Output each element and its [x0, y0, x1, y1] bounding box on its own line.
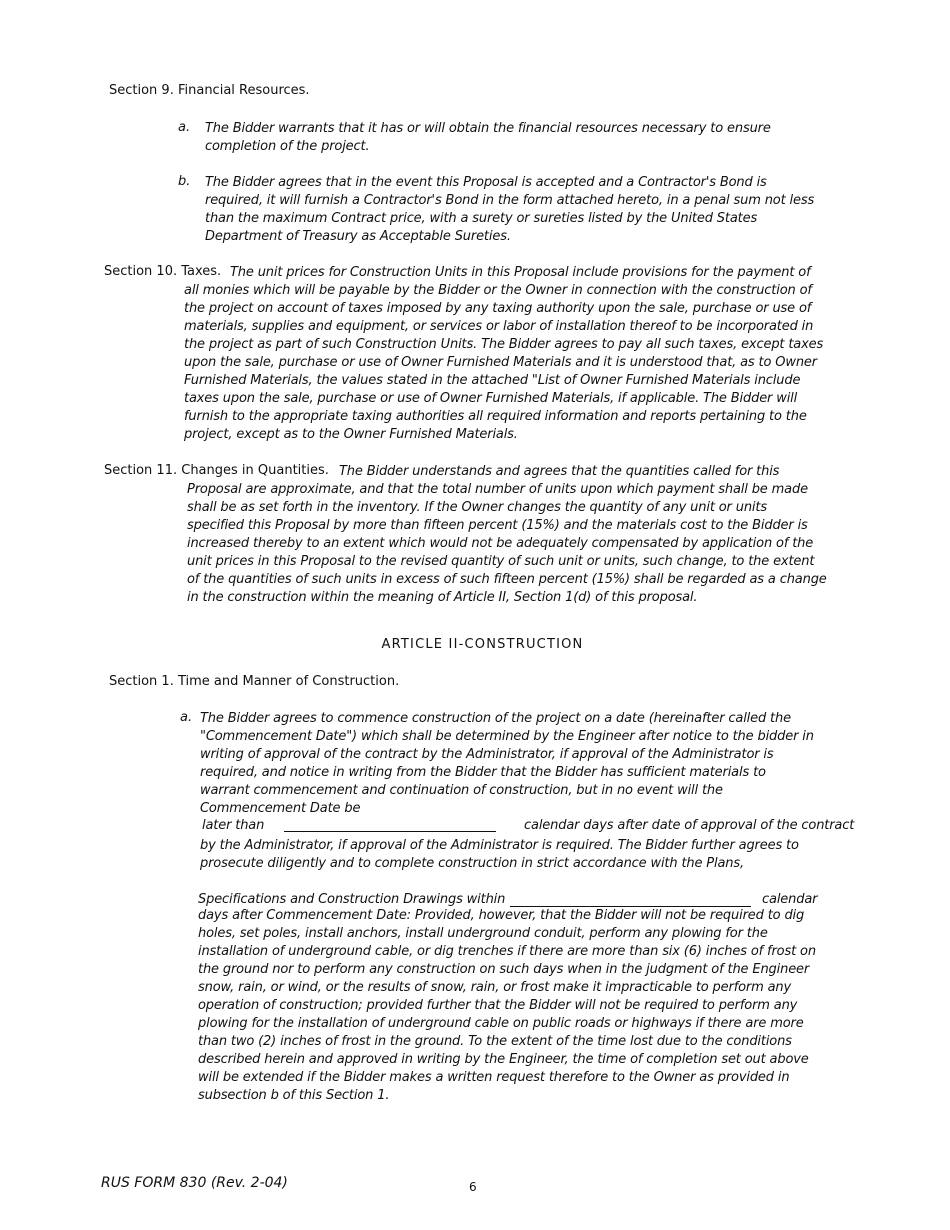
specs-within-label: Specifications and Construction Drawings within — [198, 892, 506, 907]
item-label: a. — [180, 710, 193, 725]
section-10-text: The unit prices for Construction Units in this Proposal include provisions for the payment of all monies which will be payable by the Bidder or the Owner in connection with the construction of the project on account of taxes imposed by any taxing authority upon the sale, purchase or use of materials, supplies and equipment, or services or labor of installation thereof to be incorporated in the project as part of such Construction Units. The Bidder agrees to pay all such taxes, except taxes upon the sale, purchase or use of Owner Furnished Materials and it is understood that, as to Owner Furnished Materials, the values stated in the attached "List of Owner Furnished Materials include taxes upon the sale, purchase or use of Owner Furnished Materials, if applicable. The Bidder will furnish to the appropriate taxing authorities all required information and reports pertaining to the project, except as to the Owner Furnished Materials. — [184, 265, 824, 442]
section-11-heading: Section 11. Changes in Quantities. — [104, 463, 329, 478]
section-1-para-2: by the Administrator, if approval of the Administrator is required. The Bidder further agrees to prosecute diligently and to complete construction in strict accordance with the Plans, — [200, 838, 799, 871]
item-label: b. — [178, 174, 191, 189]
item-label: a. — [178, 120, 191, 135]
section-1-para-1: The Bidder agrees to commence construction of the project on a date (hereinafter called the "Commencement Date") which shall be determined by the Engineer after notice to the bidder in writing of approval of the contract by the Administrator, if approval of the Administrator is required, and notice in writing from the Bidder that the Bidder has sufficient materials to warrant commencement and continuation of construction, but in no event will the Commencement Date be — [200, 711, 814, 816]
form-identifier: RUS FORM 830 (Rev. 2-04) — [101, 1175, 288, 1191]
section-10-heading: Section 10. Taxes. — [104, 264, 222, 279]
section-11-text: The Bidder understands and agrees that the quantities called for this Proposal are approximate, and that the total number of units upon which payment shall be made shall be as set forth in the inventory. If the Owner changes the quantity of any unit or units specified this Proposal by more than fifteen percent (15%) and the materials cost to the Bidder is increased thereby to an extent which would not be adequately compensated by application of the unit prices in this Proposal to the revised quantity of such unit or units, such change, to the extent of the quantities of such units in excess of such fifteen percent (15%) shall be regarded as a change in the construction within the meaning of Article II, Section 1(d) of this proposal. — [187, 464, 827, 605]
after-blank-2-text: calendar — [762, 892, 818, 907]
article-2-heading: ARTICLE II-CONSTRUCTION — [381, 637, 584, 652]
commencement-days-blank[interactable] — [284, 831, 496, 832]
page-number: 6 — [469, 1180, 477, 1194]
later-than-label: later than — [202, 818, 265, 833]
section-9-heading: Section 9. Financial Resources. — [109, 83, 310, 98]
after-blank-1-text: calendar days after date of approval of the contract — [524, 818, 855, 833]
section-1-para-3: days after Commencement Date: Provided, however, that the Bidder will not be required to dig holes, set poles, install anchors, install underground conduit, perform any plowing for the installation of underground cable, or dig trenches if there are more than six (6) inches of frost on the ground nor to perform any construction on such days when in the judgment of the Engineer snow, rain, or wind, or the results of snow, rain, or frost make it impracticable to perform any operation of construction; provided further that the Bidder will not be required to perform any plowing for the installation of underground cable on public roads or highways if there are more than two (2) inches of frost in the ground. To the extent of the time lost due to the conditions described herein and approved in writing by the Engineer, the time of completion set out above will be extended if the Bidder makes a written request therefore to the Owner as provided in subsection b of this Section 1. — [198, 908, 816, 1103]
section-9-item-a-text: The Bidder warrants that it has or will obtain the financial resources necessary to ensure completion of the project. — [205, 121, 771, 154]
section-1-heading: Section 1. Time and Manner of Construction. — [109, 674, 400, 689]
section-9-item-b-text: The Bidder agrees that in the event this Proposal is accepted and a Contractor's Bond is required, it will furnish a Contractor's Bond in the form attached hereto, in a penal sum not less than the maximum Contract price, with a surety or sureties listed by the United States Department of Treasury as Acceptable Sureties. — [205, 175, 815, 244]
